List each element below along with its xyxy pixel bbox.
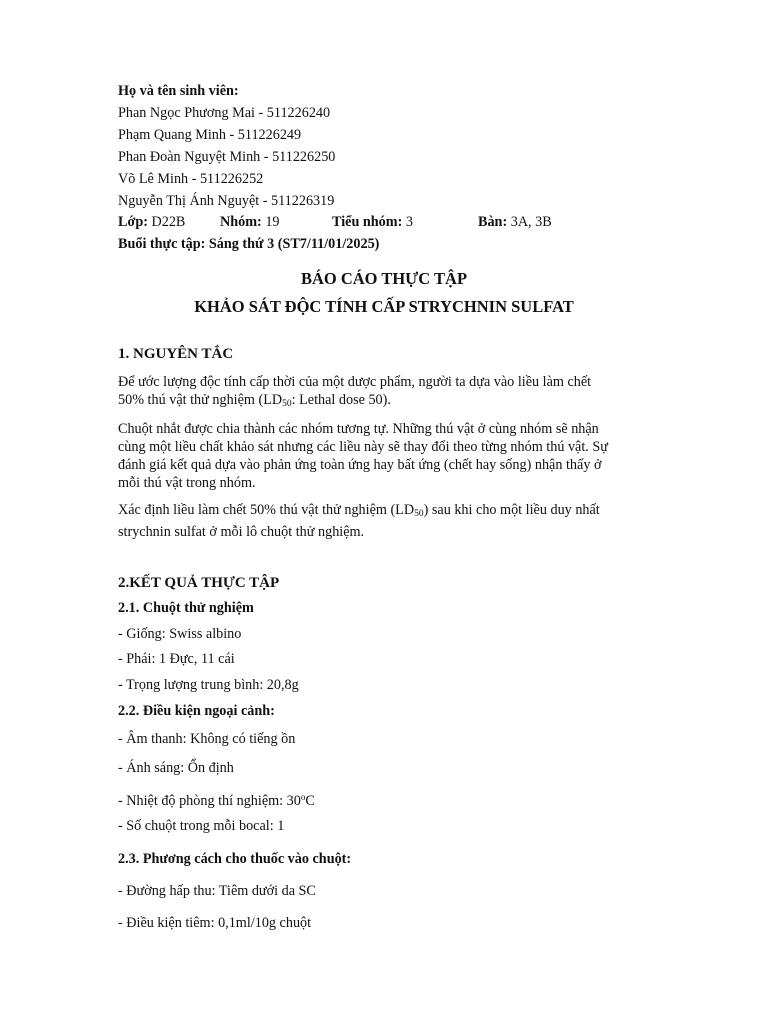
p2-line-2: cùng một liều chất khảo sát nhưng các liều này sẽ thay đổi theo từng nhóm thú vật. Sự [118, 439, 608, 455]
s21-item-3: - Trọng lượng trung bình: 20,8g [118, 677, 299, 693]
s22-item-1: - Âm thanh: Không có tiếng ồn [118, 731, 296, 747]
p3-line-1 [118, 501, 663, 523]
report-subtitle: KHẢO SÁT ĐỘC TÍNH CẤP STRYCHNIN SULFAT [194, 297, 574, 316]
p1-line-1: Để ước lượng độc tính cấp thời của một dược phẩm, người ta dựa vào liều làm chết [118, 374, 592, 390]
section21-heading: 2.1. Chuột thử nghiệm [118, 600, 254, 616]
temp-unit: C [305, 793, 315, 809]
p1-line-2-text-a: 50% thú vật thử nghiệm (LD [118, 392, 283, 408]
s21-item-1: - Giống: Swiss albino [118, 626, 242, 642]
student-5: Nguyễn Thị Ánh Nguyệt - 511226319 [118, 193, 335, 209]
section22-heading: 2.2. Điều kiện ngoại cảnh: [118, 703, 275, 719]
p1-line-2-text-b: : Lethal dose 50). [291, 392, 391, 408]
s23-item-2: - Điều kiện tiêm: 0,1ml/10g chuột [118, 915, 312, 931]
p2-line-1: Chuột nhắt được chia thành các nhóm tương tự. Những thú vật ở cùng nhóm sẽ nhận [118, 421, 599, 437]
section23-heading: 2.3. Phương cách cho thuốc vào chuột: [118, 851, 352, 867]
p2-line-3: đánh giá kết quả dựa vào phản ứng toàn ứng hay bất ứng (chết hay sống) nhận thấy ở [118, 457, 602, 473]
s22-mice-count: - Số chuột trong mỗi bocal: 1 [118, 818, 285, 834]
student-4: Võ Lê Minh - 511226252 [118, 171, 264, 187]
class-info-row [118, 213, 185, 231]
s23-item-1: - Đường hấp thu: Tiêm dưới da SC [118, 883, 316, 899]
session-line: Buổi thực tập: Sáng thứ 3 (ST7/11/01/2025) [118, 236, 380, 252]
p3-ld-subscript: 50 [414, 509, 424, 519]
section2-heading: 2.KẾT QUẢ THỰC TẬP [118, 575, 280, 591]
class-value: D22B [151, 214, 186, 230]
p1-ld-subscript: 50 [282, 399, 292, 409]
student-2: Phạm Quang Minh - 511226249 [118, 127, 302, 143]
section1-heading: 1. NGUYÊN TẮC [118, 346, 234, 362]
p3-line-1-text-a: Xác định liều làm chết 50% thú vật thử nghiệm (LD [118, 502, 415, 518]
subgroup-info [332, 213, 413, 231]
temp-text: - Nhiệt độ phòng thí nghiệm: 30 [118, 793, 301, 809]
table-label: Bàn: [478, 214, 508, 230]
table-info [478, 213, 552, 231]
section1-paragraph-2 [118, 420, 663, 492]
subgroup-label: Tiểu nhóm: [332, 214, 403, 230]
p3-line-1-text-b: ) sau khi cho một liều duy nhất [423, 502, 600, 518]
student-1: Phan Ngọc Phương Mai - 511226240 [118, 105, 331, 121]
p3-line-2: strychnin sulfat ở mỗi lô chuột thử nghiệm. [118, 524, 365, 540]
students-heading: Họ và tên sinh viên: [118, 83, 239, 99]
section1-paragraph-3 [118, 501, 663, 541]
student-3: Phan Đoàn Nguyệt Minh - 511226250 [118, 149, 336, 165]
class-label: Lớp: [118, 214, 148, 230]
section1-paragraph-1 [118, 373, 663, 413]
p1-line-2 [118, 391, 663, 413]
s21-item-2: - Phái: 1 Đực, 11 cái [118, 651, 235, 667]
group-value: 19 [265, 214, 280, 230]
s22-temperature [118, 788, 315, 810]
table-value: 3A, 3B [510, 214, 552, 230]
s22-item-2: - Ánh sáng: Ổn định [118, 760, 234, 776]
group-info [220, 213, 280, 231]
subgroup-value: 3 [405, 214, 413, 230]
group-label: Nhóm: [220, 214, 262, 230]
report-title: BÁO CÁO THỰC TẬP [300, 269, 468, 288]
degree-superscript: o [300, 792, 306, 802]
p2-line-4: mỗi thú vật trong nhóm. [118, 475, 256, 491]
